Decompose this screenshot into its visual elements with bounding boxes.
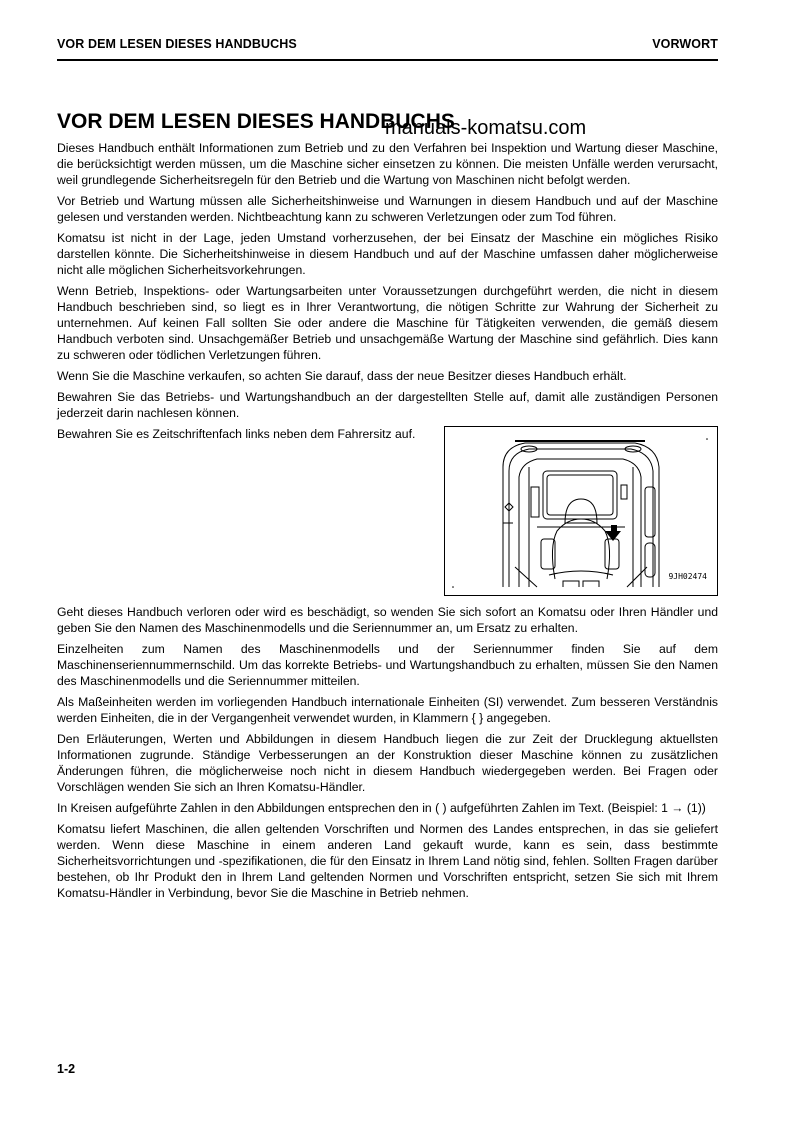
running-header [57,37,718,61]
paragraph: Geht dieses Handbuch verloren oder wird es beschädigt, so wenden Sie sich sofort an Komatsu oder Ihren Händler und geben Sie den Namen des Maschinenmodells und die Seriennummer an, um Ersatz zu erhalten. [57,605,718,635]
paragraph: Komatsu ist nicht in der Lage, jeden Umstand vorherzusehen, der bei Einsatz der Maschine ein mögliches Risiko darstellen könnte. Die Sicherheitshinweise in diesem Handbuch und auf der Maschine umfassen daher möglicherweise nicht alle möglichen Sicherheitsvorkehrungen. [57,231,718,277]
paragraph: Den Erläuterungen, Werten und Abbildungen in diesem Handbuch liegen die zur Zeit der Drucklegung aktuellsten Informationen zugrunde. Ständige Verbesserungen an der Konstruktion dieser Maschine können zu zusätzlichen Änderungen führen, die möglicherweise noch nicht in diesem Handbuch wiedergegeben werden. Bei Fragen oder Vorschlägen wenden Sie sich an Ihren Komatsu-Händler. [57,732,718,794]
paragraph: Als Maßeinheiten werden im vorliegenden Handbuch internationale Einheiten (SI) verwendet. Zum besseren Verständnis werden Einheiten, die in der Vergangenheit verwendet wurden, in Klammern { } angegeben. [57,695,718,725]
watermark-text: manuals-komatsu.com [385,117,587,139]
paragraph: Bewahren Sie das Betriebs- und Wartungshandbuch an der dargestellten Stelle auf, damit alle zuständigen Personen jederzeit darin nachlesen können. [57,390,718,420]
paragraph: Wenn Betrieb, Inspektions- oder Wartungsarbeiten unter Voraussetzungen durchgeführt werden, die nicht in diesem Handbuch beschrieben sind, so liegt es in Ihrer Verantwortung, die nötigen Schritte zur Wahrung der Sicherheit zu unternehmen. Auf keinen Fall sollten Sie oder andere die Maschine für Tätigkeiten verwenden, die gemäß diesem Handbuch verboten sind. Unsachgemäßer Betrieb und unsachgemäße Wartung der Maschine sind gefährlich. Dies kann zu schweren oder tödlichen Verletzungen führen. [57,284,718,362]
paragraph: Komatsu liefert Maschinen, die allen geltenden Vorschriften und Normen des Landes entsprechen, in das sie geliefert werden. Wenn diese Maschine in einem anderen Land gekauft wurde, kann es sein, dass bestimmte Sicherheitsvorrichtungen und -spezifikationen, die für den Einsatz in Ihrem Land nötig sind, fehlen. Sollten Fragen darüber bestehen, ob Ihr Produkt den in Ihrem Land geltenden Normen und Vorschriften entspricht, setzen Sie sich mit Ihrem Komatsu-Händler in Verbindung, bevor Sie die Maschine in Betrieb nehmen. [57,822,718,900]
figure-code: 9JH02474 [668,572,707,581]
paragraph: Wenn Sie die Maschine verkaufen, so achten Sie darauf, dass der neue Besitzer dieses Handbuch erhält. [57,369,627,383]
paragraph: Dieses Handbuch enthält Informationen zum Betrieb und zu den Verfahren bei Inspektion und Wartung dieser Maschine, die berücksichtigt werden müssen, um die Maschine sicher einsetzen zu können. Die meisten Unfälle werden verursacht, weil grundlegende Sicherheitsregeln für den Betrieb und die Wartung von Maschinen nicht befolgt werden. [57,141,718,187]
paragraph: Vor Betrieb und Wartung müssen alle Sicherheitshinweise und Warnungen in diesem Handbuch und auf der Maschine gelesen und verstanden werden. Nichtbeachtung kann zu schweren Verletzungen oder zum Tod führen. [57,194,718,224]
page-title: VOR DEM LESEN DIESES HANDBUCHS [57,110,455,133]
header-section-title: VOR DEM LESEN DIESES HANDBUCHS [57,37,297,51]
page-number: 1-2 [57,1062,76,1076]
paragraph: Einzelheiten zum Namen des Maschinenmodells und der Seriennummer finden Sie auf dem Maschinenseriennummernschild. Um das korrekte Betriebs- und Wartungshandbuch zu erhalten, müssen Sie den Namen des Maschinenmodells und die Seriennummer mitteilen. [57,642,718,688]
paragraph: In Kreisen aufgeführte Zahlen in den Abbildungen entsprechen den in ( ) aufgeführten Zahlen im Text. (Beispiel: 1 → (1)) [57,801,706,815]
cab-illustration [444,426,718,596]
body-content [57,140,718,906]
figure-paragraph: Bewahren Sie es Zeitschriftenfach links neben dem Fahrersitz auf. [57,427,416,441]
figure-row [57,426,718,598]
header-chapter-title: VORWORT [652,37,718,51]
